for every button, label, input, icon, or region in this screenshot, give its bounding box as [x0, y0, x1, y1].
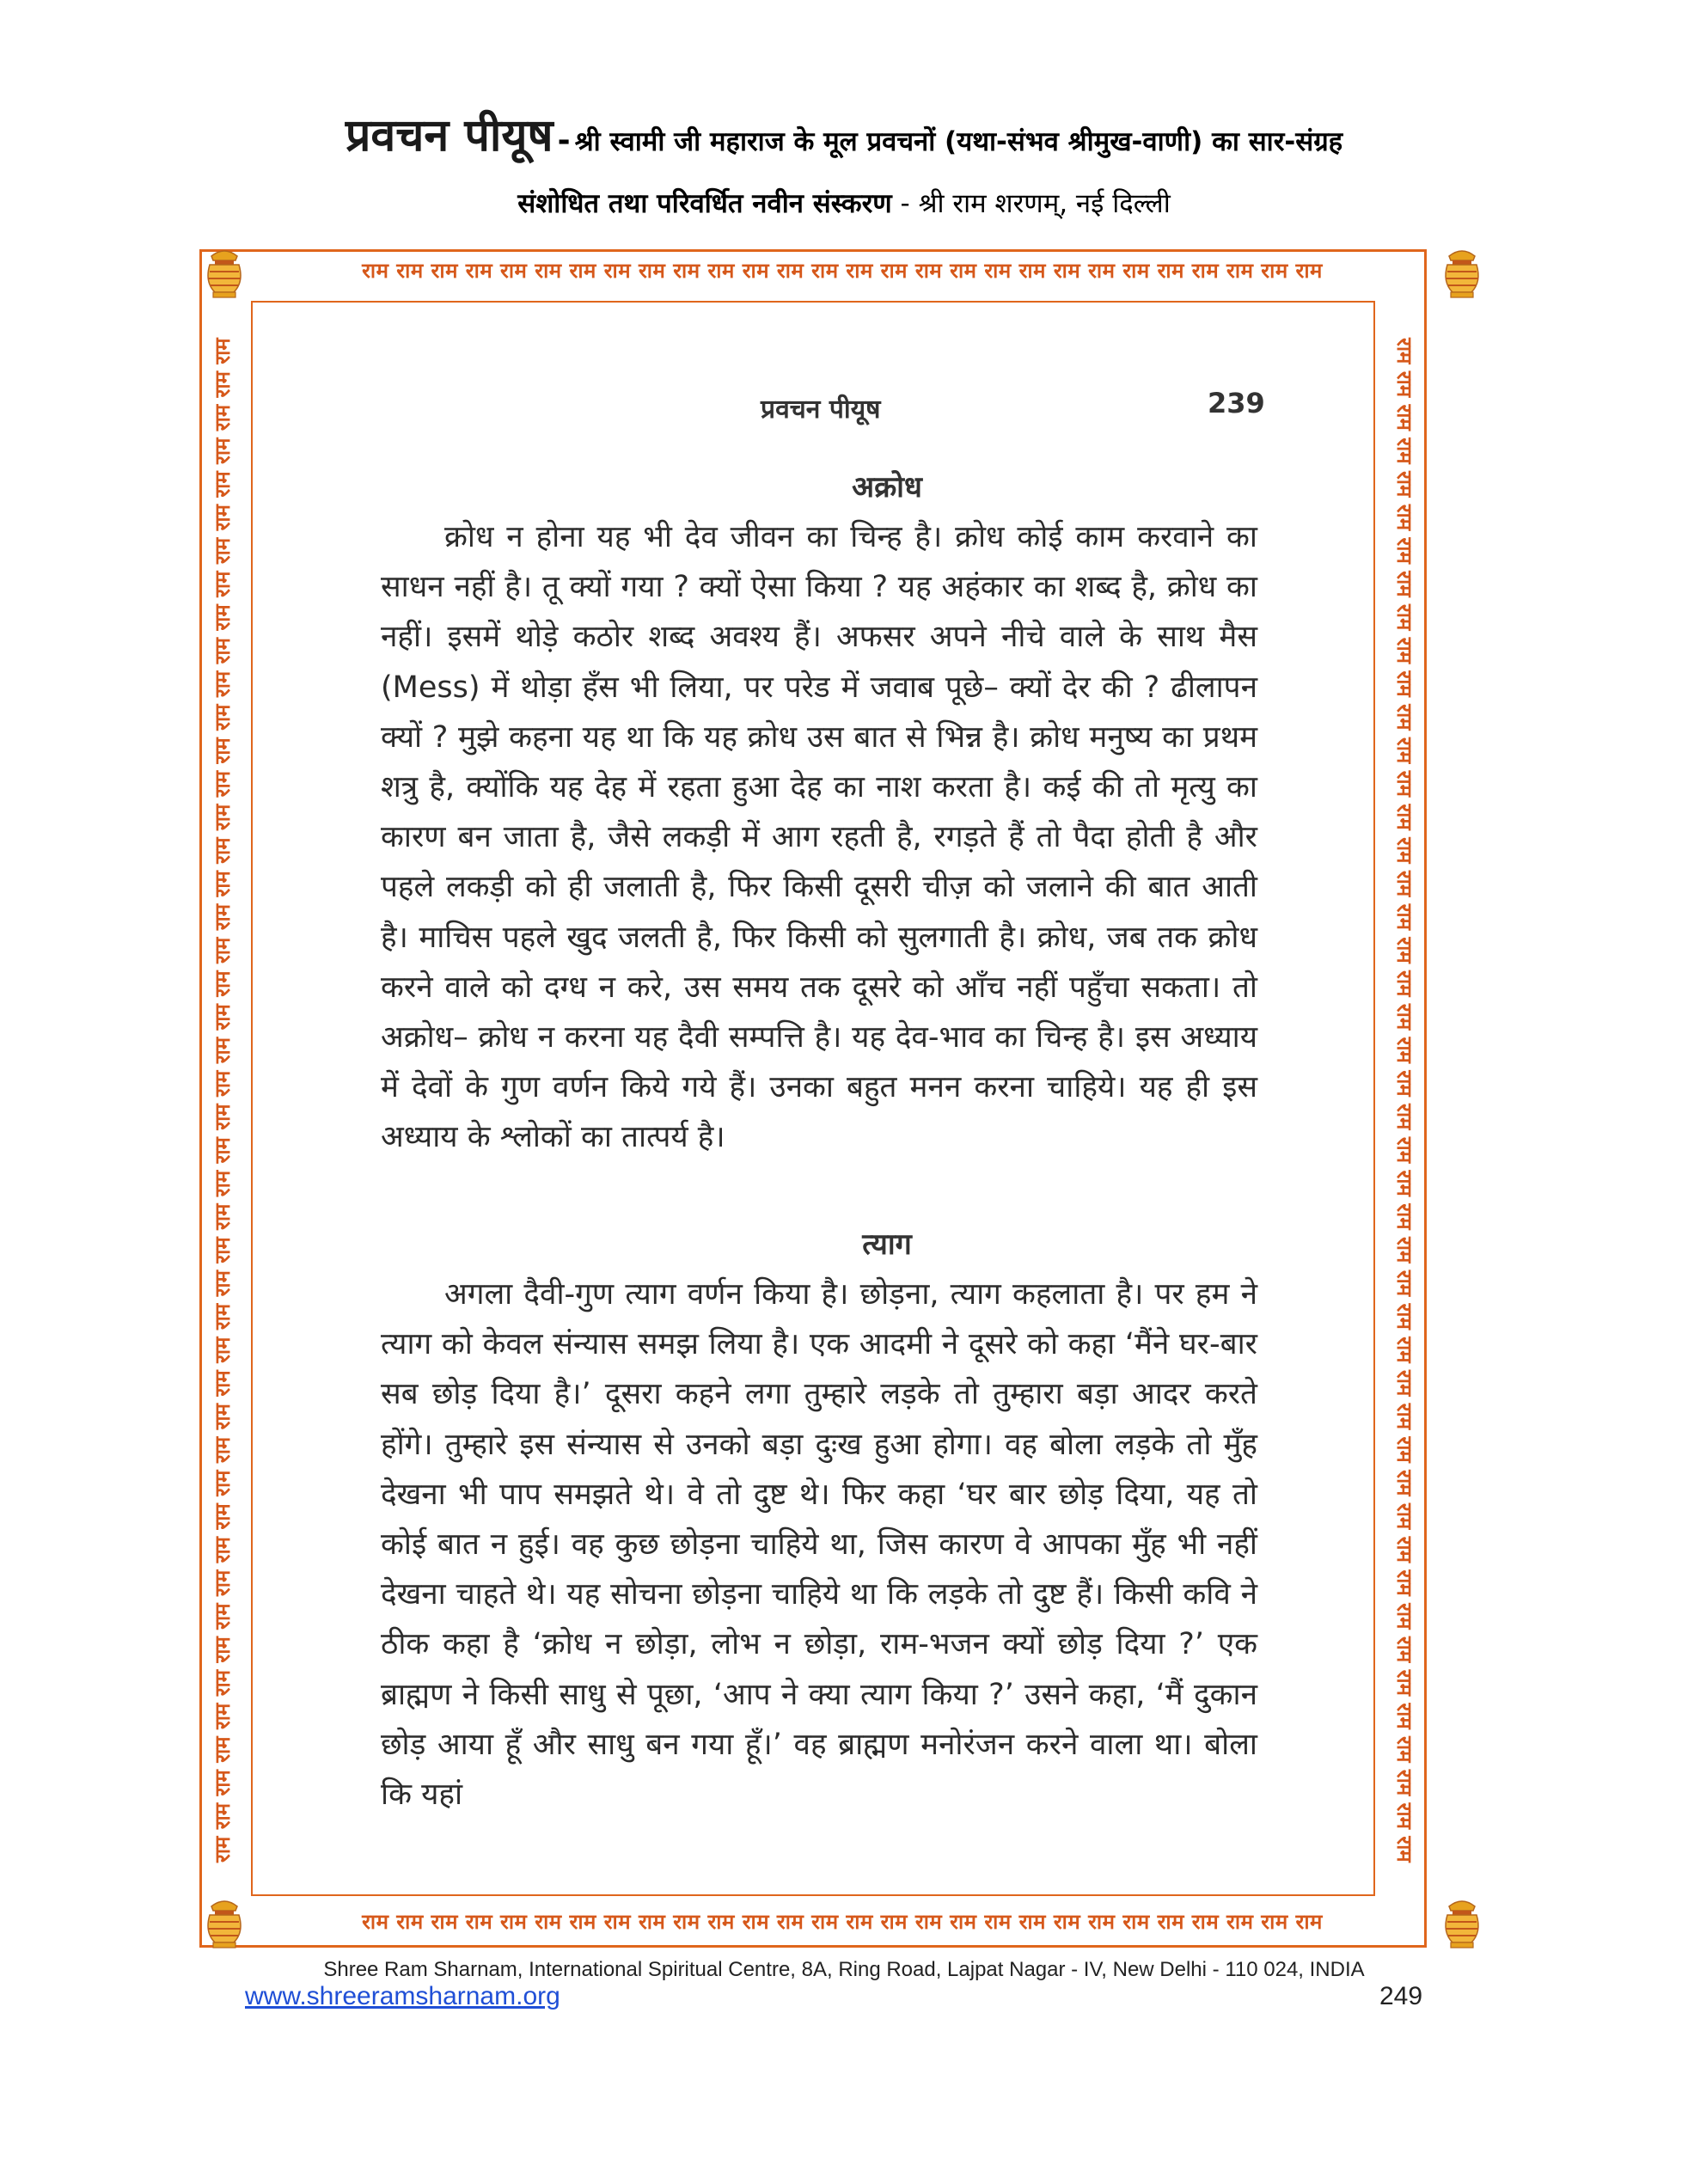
- ram-band-right: राम राम राम राम राम राम राम राम राम राम राम राम राम राम राम राम राम राम राम राम राम राम राम राम राम राम राम राम राम राम राम राम राम राम राम राम राम राम राम राम राम राम राम राम राम राम: [1392, 338, 1416, 1863]
- header-title: प्रवचन पीयूष: [345, 110, 553, 162]
- header-dash: -: [557, 123, 571, 158]
- section-title-tyag: त्याग: [862, 1227, 912, 1262]
- ram-band-bottom: राम राम राम राम राम राम राम राम राम राम राम राम राम राम राम राम राम राम राम राम राम राम राम राम राम राम राम राम: [362, 1910, 1323, 1934]
- edition-bold: संशोधित तथा परिवर्धित नवीन संस्करण: [517, 188, 892, 219]
- pdf-page-number: 249: [1379, 1982, 1423, 2010]
- ram-band-left: राम राम राम राम राम राम राम राम राम राम राम राम राम राम राम राम राम राम राम राम राम राम राम राम राम राम राम राम राम राम राम राम राम राम राम राम राम राम राम राम राम राम राम राम राम राम: [211, 338, 235, 1863]
- website-link[interactable]: www.shreeramsharnam.org: [245, 1982, 560, 2010]
- book-page-number: 239: [1208, 387, 1265, 419]
- kalash-icon: [198, 248, 251, 301]
- document-header: [0, 103, 1688, 164]
- kalash-icon: [198, 1898, 251, 1951]
- kalash-icon: [1435, 248, 1489, 301]
- section-title-akrodh: अक्रोध: [852, 470, 922, 505]
- edition-rest: - श्री राम शरणम्, नई दिल्ली: [900, 188, 1171, 219]
- kalash-icon: [1435, 1898, 1489, 1951]
- section-paragraph-akrodh: क्रोध न होना यह भी देव जीवन का चिन्ह है। क्रोध कोई काम करवाने का साधन नहीं है। तू क्यों गया ? क्यों ऐसा किया ? यह अहंकार का शब्द है, क्रोध का नहीं। इसमें थोड़े कठोर शब्द अवश्य हैं। अफसर अपने नीचे वाले के साथ मैस (Mess) में थोड़ा हँस भी लिया, पर परेड में जवाब पूछे– क्यों देर की ? ढीलापन क्यों ? मुझे कहना यह था कि यह क्रोध उस बात से भिन्न है। क्रोध मनुष्य का प्रथम शत्रु है, क्योंकि यह देह में रहता हुआ देह का नाश करता है। कई की तो मृत्यु का कारण बन जाता है, जैसे लकड़ी में आग रहती है, रगड़ते हैं तो पैदा होती है और पहले लकड़ी को ही जलाती है, फिर किसी दूसरी चीज़ को जलाने की बात आती है। माचिस पहले खुद जलती है, फिर किसी को सुलगाती है। क्रोध, जब तक क्रोध करने वाले को दग्ध न करे, उस समय तक दूसरे को आँच नहीं पहुँचा सकता। तो अक्रोध– क्रोध न करना यह दैवी सम्पत्ति है। यह देव-भाव का चिन्ह है। इस अध्याय में देवों के गुण वर्णन किये गये हैं। उनका बहुत मनन करना चाहिये। यह ही इस अध्याय के श्लोकों का तात्पर्य है।: [381, 520, 1257, 1155]
- header-subtitle: श्री स्वामी जी महाराज के मूल प्रवचनों (यथा-संभव श्रीमुख-वाणी) का सार-संग्रह: [574, 126, 1343, 157]
- ram-band-top: राम राम राम राम राम राम राम राम राम राम राम राम राम राम राम राम राम राम राम राम राम राम राम राम राम राम राम राम: [362, 259, 1323, 283]
- running-head: प्रवचन पीयूष: [761, 395, 881, 425]
- edition-line: [0, 185, 1688, 221]
- section-paragraph-tyag: अगला दैवी-गुण त्याग वर्णन किया है। छोड़ना, त्याग कहलाता है। पर हम ने त्याग को केवल संन्यास समझ लिया है। एक आदमी ने दूसरे को कहा ‘मैंने घर-बार सब छोड़ दिया है।’ दूसरा कहने लगा तुम्हारे लड़के तो तुम्हारा बड़ा आदर करते होंगे। तुम्हारे इस संन्यास से उनको बड़ा दुःख हुआ होगा। वह बोला लड़के तो मुँह देखना भी पाप समझते थे। वे तो दुष्ट थे। फिर कहा ‘घर बार छोड़ दिया, यह तो कोई बात न हुई। वह कुछ छोड़ना चाहिये था, जिस कारण वे आपका मुँह भी नहीं देखना चाहते थे। यह सोचना छोड़ना चाहिये था कि लड़के तो दुष्ट हैं। किसी कवि ने ठीक कहा है ‘क्रोध न छोड़ा, लोभ न छोड़ा, राम-भजन क्यों छोड़ दिया ?’ एक ब्राह्मण ने किसी साधु से पूछा, ‘आप ने क्या त्याग किया ?’ उसने कहा, ‘मैं दुकान छोड़ आया हूँ और साधु बन गया हूँ।’ वह ब्राह्मण मनोरंजन करने वाला था। बोला कि यहां: [381, 1277, 1257, 1813]
- footer-address: Shree Ram Sharnam, International Spiritual Centre, 8A, Ring Road, Lajpat Nagar - IV, New Delhi - 110 024, INDIA: [323, 1958, 1365, 1981]
